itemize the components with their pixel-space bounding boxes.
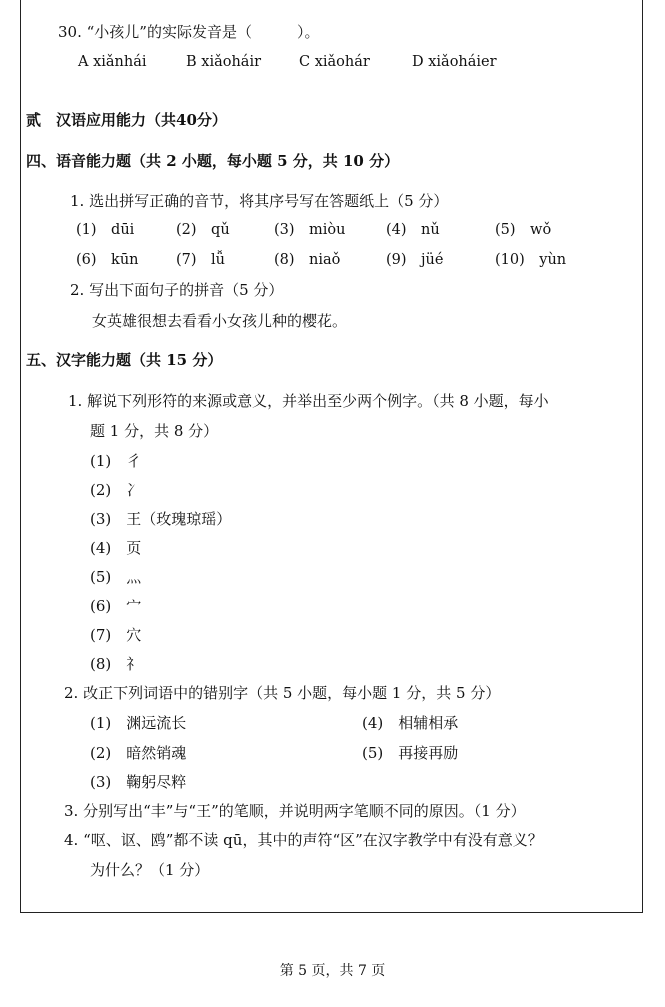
- radical-item-4: (4) 页: [90, 539, 142, 557]
- radical-item-5: (5) 灬: [90, 568, 142, 586]
- radical-item-8: (8) 礻: [90, 655, 142, 673]
- part2-title: 贰 汉语应用能力（共40分）: [26, 111, 227, 129]
- radical-item-7: (7) 穴: [90, 626, 142, 644]
- q30-option-a: A xiǎnhái: [78, 54, 147, 70]
- syllable-7: (7) lǚ: [176, 252, 226, 268]
- sec4-q1-stem: 1. 选出拼写正确的音节，将其序号写在答题纸上（5 分）: [70, 192, 449, 210]
- correction-item-4: (4) 相辅相承: [362, 714, 459, 732]
- syllable-10: (10) yùn: [495, 252, 567, 268]
- correction-item-1: (1) 渊远流长: [90, 714, 187, 732]
- radical-item-1: (1) 彳: [90, 452, 142, 470]
- syllable-3: (3) miòu: [274, 222, 346, 238]
- syllable-9: (9) jüé: [386, 252, 444, 268]
- syllable-5: (5) wǒ: [495, 222, 552, 238]
- radical-item-3: (3) 王（玫瑰琼瑶）: [90, 510, 232, 528]
- q30-stem: 30. “小孩儿”的实际发音是（ ）。: [58, 23, 320, 41]
- radical-item-2: (2) 冫: [90, 481, 142, 499]
- sec5-q4-line1: 4. “呕、讴、鸥”都不读 qū，其中的声符“区”在汉字教学中有没有意义？: [64, 831, 543, 849]
- syllable-1: (1) dūi: [76, 222, 135, 238]
- q30-option-c: C xiǎohár: [299, 54, 370, 70]
- page-number-footer: 第 5 页，共 7 页: [279, 963, 386, 979]
- syllable-8: (8) niaǒ: [274, 252, 341, 268]
- sec5-q1-stem-line1: 1. 解说下列形符的来源或意义，并举出至少两个例字。（共 8 小题，每小: [68, 392, 549, 410]
- sec5-q2-stem: 2. 改正下列词语中的错别字（共 5 小题，每小题 1 分，共 5 分）: [64, 684, 501, 702]
- q30-option-b: B xiǎoháir: [186, 54, 262, 70]
- sec5-q1-stem-line2: 题 1 分，共 8 分）: [90, 422, 219, 440]
- sec4-q2-stem: 2. 写出下面句子的拼音（5 分）: [70, 281, 284, 299]
- sec4-title: 四、语音能力题（共 2 小题，每小题 5 分，共 10 分）: [26, 152, 400, 170]
- q30-option-d: D xiǎoháier: [412, 54, 497, 70]
- syllable-4: (4) nǔ: [386, 222, 440, 238]
- sec5-q3: 3. 分别写出“丰”与“王”的笔顺，并说明两字笔顺不同的原因。（1 分）: [64, 802, 526, 820]
- radical-item-6: (6) 宀: [90, 597, 142, 615]
- correction-item-2: (2) 暗然销魂: [90, 744, 187, 762]
- correction-item-5: (5) 再接再励: [362, 744, 459, 762]
- correction-item-3: (3) 鞠躬尽粹: [90, 773, 187, 791]
- sec5-q4-line2: 为什么？（1 分）: [90, 861, 210, 879]
- syllable-6: (6) kūn: [76, 252, 139, 268]
- sec4-q2-sentence: 女英雄很想去看看小女孩儿种的樱花。: [92, 312, 348, 330]
- sec5-title: 五、汉字能力题（共 15 分）: [26, 351, 223, 369]
- syllable-2: (2) qǔ: [176, 222, 230, 238]
